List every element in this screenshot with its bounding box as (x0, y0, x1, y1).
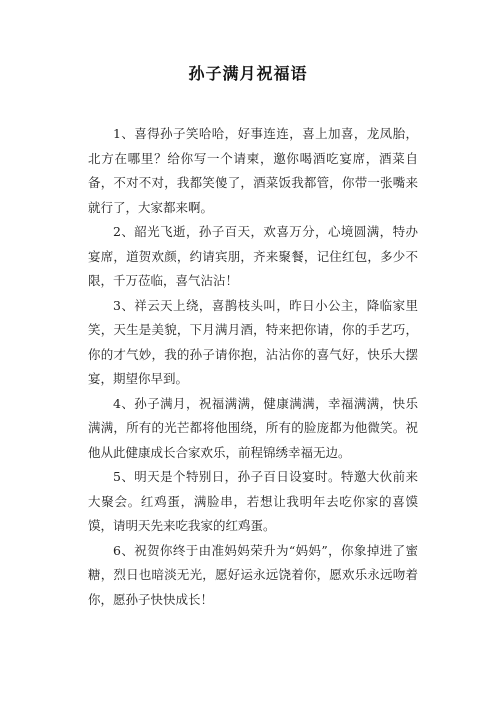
paragraph-6: 6、祝贺你终于由准妈妈荣升为“妈妈”，你象掉进了蜜糖，烈日也暗淡无光，愿好运永远饶着你，愿欢乐永远吻着你，愿孙子快快成长！ (88, 542, 418, 607)
paragraph-1: 1、喜得孙子笑哈哈，好事连连，喜上加喜，龙凤胎，北方在哪里？给你写一个请柬，邀你喝酒吃宴席，酒菜自备，不对不对，我都笑傻了，酒菜饭我都管，你带一张嘴来就行了，大家都来啊。 (88, 126, 418, 215)
document-body (88, 122, 418, 612)
paragraph-3: 3、祥云天上绕，喜鹊枝头叫，昨日小公主，降临家里笑，天生是美貌，下月满月酒，特来把你请，你的手艺巧，你的才气妙，我的孙子请你抱，沾沾你的喜气好，快乐大摆宴，期望你早到。 (88, 297, 418, 386)
paragraph-5: 5、明天是个特别日，孙子百日设宴时。特邀大伙前来大聚会。红鸡蛋，满脸串，若想让我明年去吃你家的喜馍馍，请明天先来吃我家的红鸡蛋。 (88, 469, 418, 533)
paragraph-2: 2、韶光飞逝，孙子百天，欢喜万分，心境圆满，特办宴席，道贺欢颜，约请宾朋，齐来聚餐，记住红包，多少不限，千万莅临，喜气沾沾！ (88, 224, 418, 288)
page-title: 孙子满月祝福语 (188, 64, 308, 83)
paragraph-4: 4、孙子满月，祝福满满，健康满满，幸福满满，快乐满满，所有的光芒都将他围绕，所有的脸庞都为他微笑。祝他从此健康成长合家欢乐，前程锦绣幸福无边。 (88, 395, 418, 460)
